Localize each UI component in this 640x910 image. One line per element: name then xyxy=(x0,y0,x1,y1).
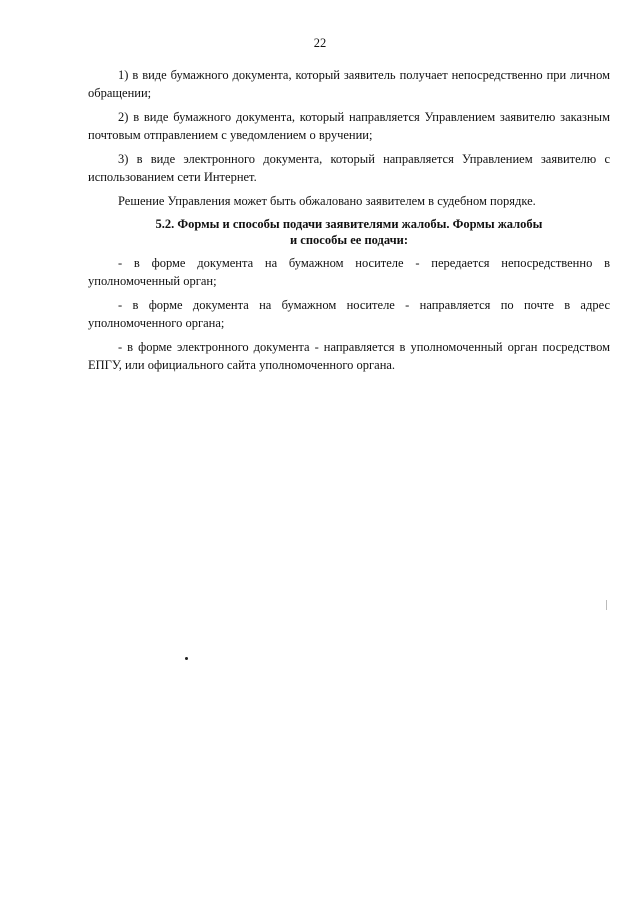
paragraph-option-1: 1) в виде бумажного документа, который заявитель получает непосредственно при личном обращении; xyxy=(88,68,610,100)
section-heading xyxy=(88,216,610,248)
section-heading-line-1: 5.2. Формы и способы подачи заявителями жалобы. Формы жалобы xyxy=(155,217,543,231)
paragraph-court-appeal: Решение Управления может быть обжаловано заявителем в судебном порядке. xyxy=(118,194,536,208)
paragraph-form-paper-mail: - в форме документа на бумажном носителе - направляется по почте в адрес уполномоченного органа; xyxy=(88,298,610,330)
document-body xyxy=(88,66,610,380)
paragraph-form-paper-direct: - в форме документа на бумажном носителе - передается непосредственно в уполномоченный орган; xyxy=(88,256,610,288)
page-number: 22 xyxy=(313,36,327,50)
paragraph-option-2: 2) в виде бумажного документа, который направляется Управлением заявителю заказным почтовым отправлением с уведомлением о вручении; xyxy=(88,110,610,142)
scan-speck xyxy=(185,657,188,660)
section-heading-line-2: и способы ее подачи: xyxy=(289,233,409,247)
scan-mark xyxy=(606,600,607,610)
paragraph-form-electronic: - в форме электронного документа - направляется в уполномоченный орган посредством ЕПГУ, или официального сайта уполномоченного органа. xyxy=(88,340,610,372)
paragraph-option-3: 3) в виде электронного документа, который направляется Управлением заявителю с использованием сети Интернет. xyxy=(88,152,610,184)
